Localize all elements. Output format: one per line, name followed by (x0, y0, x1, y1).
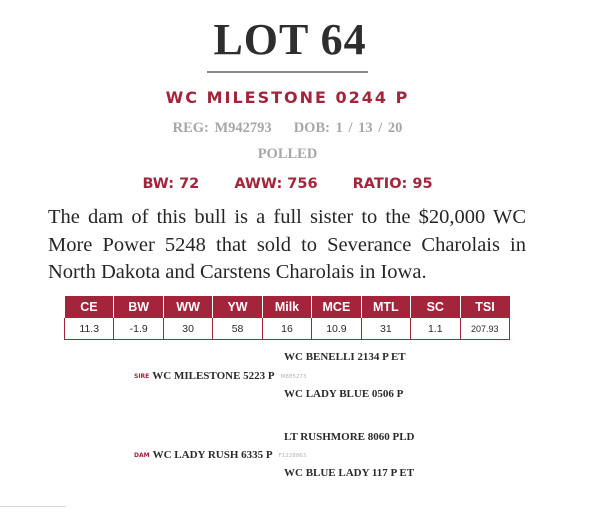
epd-header-row (65, 296, 510, 318)
date-of-birth: DOB: 1 / 13 / 20 (293, 120, 403, 136)
epd-value-mce: 10.9 (312, 318, 361, 340)
epd-header-yw: YW (213, 296, 262, 318)
epd-header-mce: MCE (312, 296, 361, 318)
pedigree-sire-dam: WC LADY BLUE 0506 P (284, 388, 404, 400)
lot-description: The dam of this bull is a full sister to the $20,000 WC More Power 5248 that sold to Severance Charolais in North Dakota and Carstens Charolais in Iowa. (48, 206, 526, 283)
epd-value-ww: 30 (163, 318, 212, 340)
pedigree-dam-sire: LT RUSHMORE 8060 PLD (284, 431, 415, 443)
pedigree-dam-dam: WC BLUE LADY 117 P ET (284, 467, 415, 479)
epd-value-tsi: 207.93 (460, 318, 510, 340)
lot-title: LOT 64 (213, 15, 367, 64)
performance-stats (0, 176, 575, 192)
epd-value-row (65, 318, 510, 340)
adjusted-weaning-weight: AWW: 756 (234, 176, 318, 192)
epd-value-mtl: 31 (361, 318, 410, 340)
epd-value-bw: -1.9 (114, 318, 163, 340)
epd-header-mtl: MTL (361, 296, 410, 318)
epd-header-bw: BW (114, 296, 163, 318)
title-divider (207, 71, 368, 73)
pedigree-sire-sire: WC BENELLI 2134 P ET (284, 351, 406, 363)
epd-value-milk: 16 (262, 318, 311, 340)
epd-header-ce: CE (65, 296, 114, 318)
dam-label: DAM (134, 452, 150, 459)
registration-line (0, 120, 575, 137)
weaning-ratio: RATIO: 95 (352, 176, 433, 192)
pedigree-sire: WC MILESTONE 5223 P (152, 370, 275, 382)
epd-table (64, 296, 510, 340)
bull-name: WC MILESTONE 0244 P (165, 88, 410, 107)
epd-value-yw: 58 (213, 318, 262, 340)
birth-weight: BW: 72 (142, 176, 200, 192)
epd-header-milk: Milk (262, 296, 311, 318)
bottom-divider (0, 506, 66, 507)
epd-value-ce: 11.3 (65, 318, 114, 340)
sire-label: SIRE (134, 373, 150, 380)
registration-number: REG: M942793 (172, 120, 272, 136)
sire-registration: M885273 (280, 374, 307, 380)
pedigree-dam: WC LADY RUSH 6335 P (152, 449, 273, 461)
epd-header-tsi: TSI (460, 296, 510, 318)
pedigree-dam-line (134, 449, 306, 461)
polled-status: POLLED (257, 146, 318, 162)
pedigree-sire-line (134, 370, 306, 382)
dam-registration: F1228863 (278, 453, 307, 459)
epd-header-ww: WW (163, 296, 212, 318)
epd-header-sc: SC (411, 296, 460, 318)
epd-value-sc: 1.1 (411, 318, 460, 340)
